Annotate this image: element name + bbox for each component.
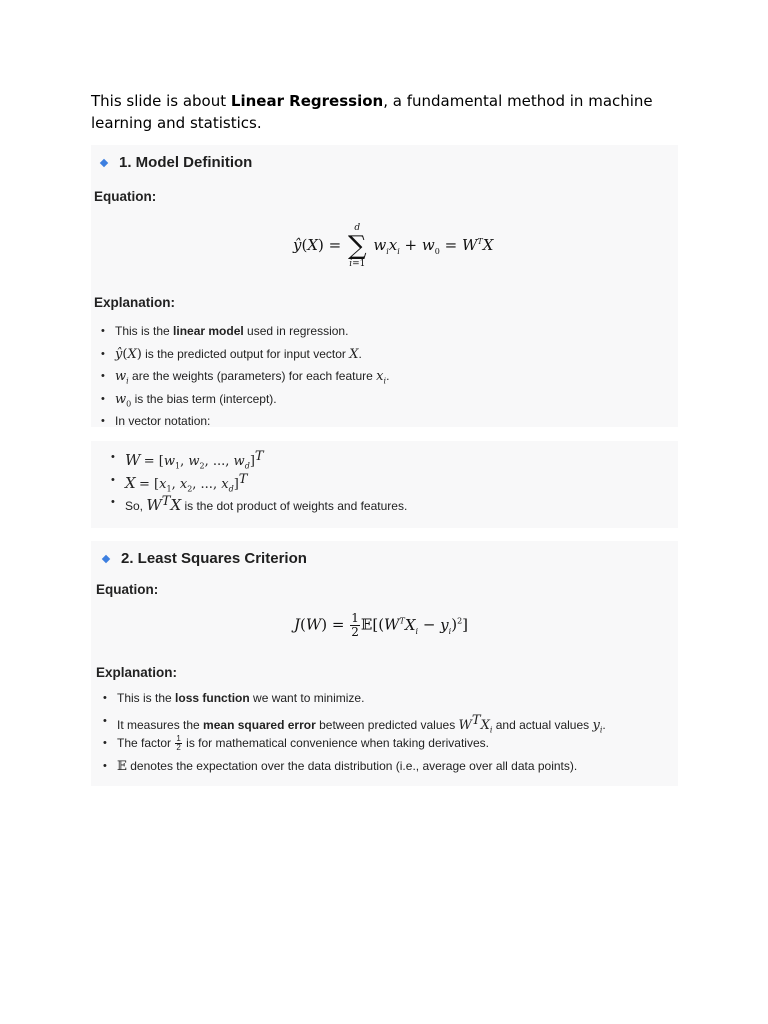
model-definition-panel — [91, 145, 678, 427]
least-squares-panel — [91, 541, 678, 786]
section-1-title-text: 1. Model Definition — [119, 154, 253, 171]
vector-notation-panel — [91, 441, 678, 528]
diamond-bullet-icon — [102, 554, 110, 562]
intro-bold-term: Linear Regression — [230, 92, 384, 110]
section-1-title — [101, 154, 252, 171]
section-2-explanation-label: Explanation: — [96, 665, 178, 680]
list-item: • This is the linear model used in regression. — [91, 320, 389, 343]
section-2-title-text: 2. Least Squares Criterion — [121, 550, 307, 567]
list-item: • The factor $\frac{1}{2}$ is for mathematical convenience when taking derivatives. — [93, 732, 606, 755]
vector-notation-list — [101, 446, 407, 514]
intro-text-after: , a fundamental method in machine learning and statistics. — [91, 92, 653, 132]
list-item: • It measures the mean squared error between predicted values $W^TX_i$ and actual values $y_i$. — [93, 710, 606, 733]
list-item: • In vector notation: — [91, 410, 389, 433]
list-item: • $W = [w_1$, $w_2$, ..., $w_d]^T$ — [101, 446, 407, 469]
list-item: • 𝔼 denotes the expectation over the data distribution (i.e., average over all data points). — [93, 755, 606, 778]
section-2-bullet-list — [93, 687, 606, 777]
section-2-title — [103, 550, 307, 567]
list-item: • So, $W^TX$ is the dot product of weights and features. — [101, 491, 407, 514]
section-1-equation-label: Equation: — [94, 189, 157, 204]
list-item: • $w_i$ are the weights (parameters) for each feature $x_i$. — [91, 365, 389, 388]
section-2-equation-label: Equation: — [96, 582, 159, 597]
list-item: • $X = [x_1$, $x_2$, ..., $x_d]^T$ — [101, 469, 407, 492]
list-item: • ŷ(X) is the predicted output for input vector X. — [91, 343, 389, 366]
section-1-explanation-label: Explanation: — [94, 295, 176, 310]
list-item: • This is the loss function we want to minimize. — [93, 687, 606, 710]
section-1-bullet-list — [91, 320, 389, 433]
intro-text-before: This slide is about — [91, 92, 231, 110]
list-item: • $w_0$ is the bias term (intercept). — [91, 388, 389, 411]
intro-paragraph — [91, 90, 691, 134]
loss-equation: J(W) = $\frac{1}{2}$ $𝔼[(W^TX_i - y_i)^2]$ — [294, 611, 469, 639]
diamond-bullet-icon — [100, 158, 108, 166]
model-equation: ŷ(X) = d ∑ i=1 $w_ix_i + w_0 = W^TX$ — [293, 223, 494, 269]
